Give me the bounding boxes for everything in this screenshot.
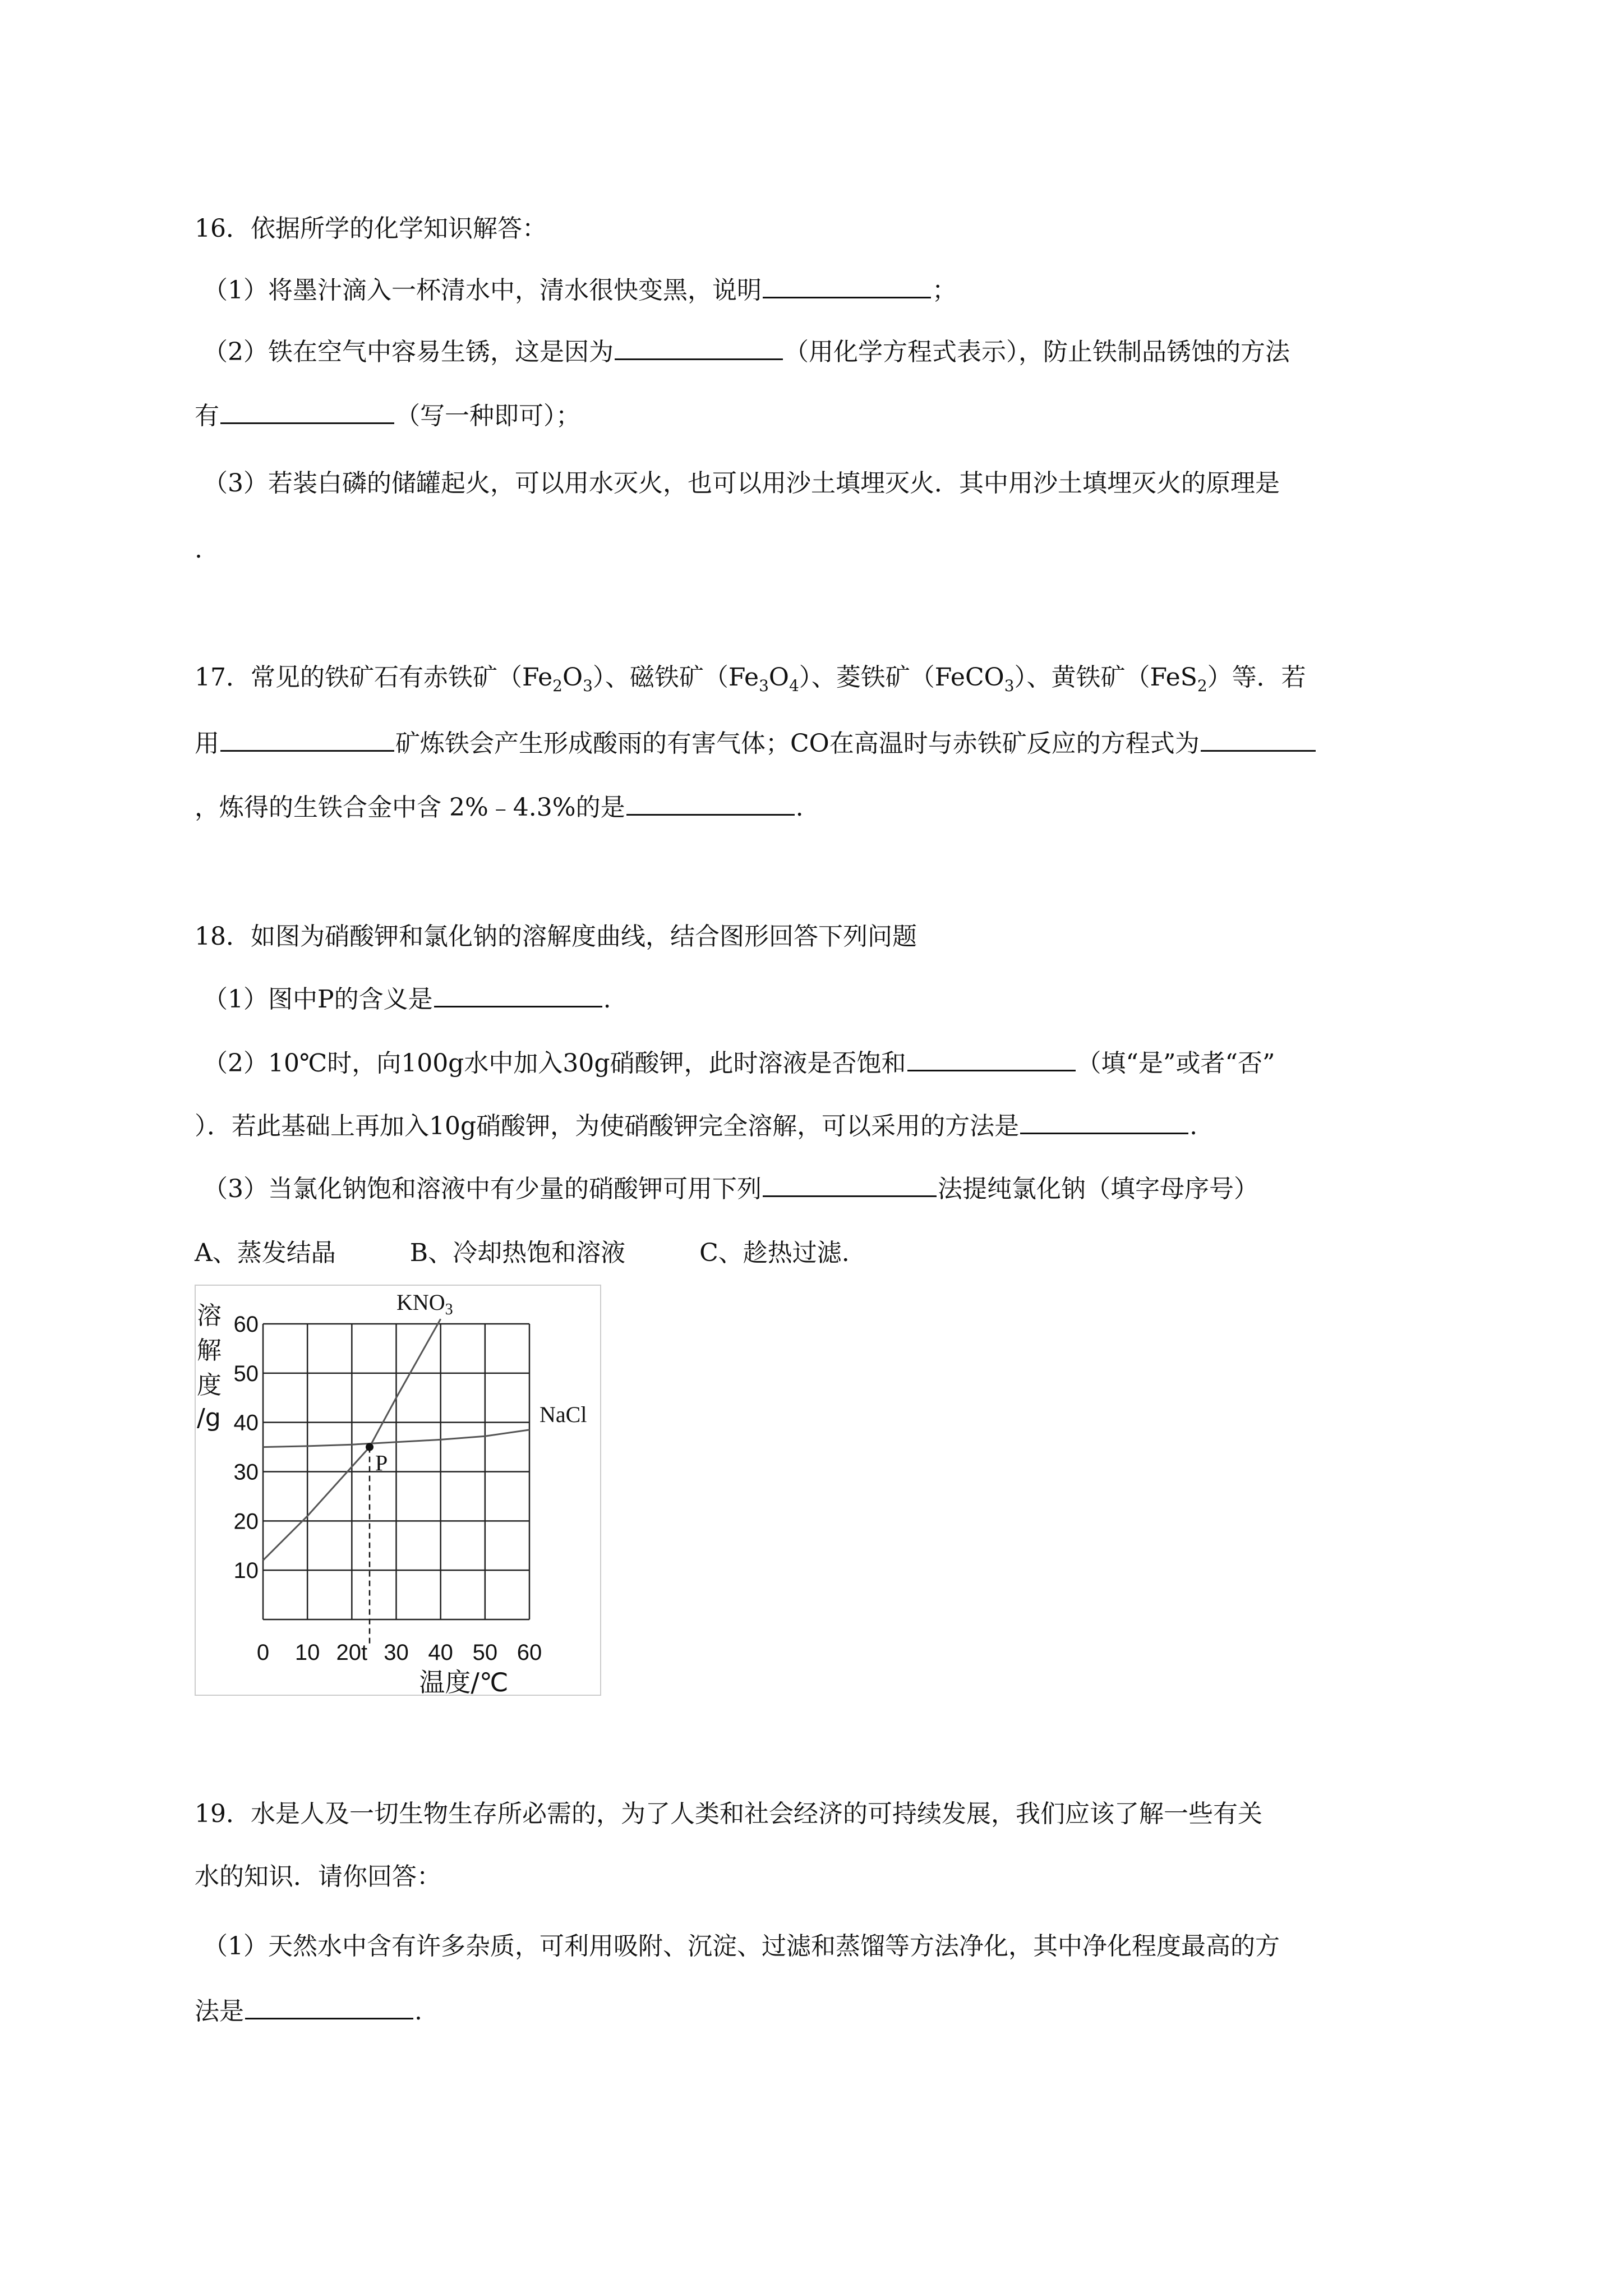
q18-text: （填“是”或者“否” (1076, 1049, 1275, 1078)
answer-blank[interactable] (1201, 749, 1316, 752)
solubility-chart (195, 1285, 601, 1696)
q16-part3: （3）若装白磷的储罐起火，可以用水灭火，也可以用沙土填埋灭火．其中用沙土填埋灭火的原理是 (203, 469, 1280, 498)
q19-part1-cont (195, 1995, 422, 2028)
q18-text: （1）图中P的含义是 (203, 985, 433, 1014)
y-axis-label: 度 (197, 1371, 222, 1400)
q16-part2-cont (195, 399, 580, 433)
q18-text: ）．若此基础上再加入10g硝酸钾，为使硝酸钾完全溶解，可以采用的方法是 (195, 1112, 1020, 1140)
q17-text: O (562, 663, 583, 692)
q18-text: 法提纯氯化钠（填字母序号） (938, 1175, 1258, 1203)
y-tick-label: 20 (233, 1509, 259, 1534)
q17-line2 (195, 727, 1317, 761)
q17-text: ，炼得的生铁合金中含 2%﹣4.3%的是 (195, 793, 625, 822)
answer-blank[interactable] (220, 422, 394, 424)
answer-blank[interactable] (626, 813, 795, 816)
chart-frame (195, 1285, 601, 1695)
q17-text: . (795, 793, 804, 822)
q16-part1-text: （1）将墨汁滴入一杯清水中，清水很快变黑，说明 (203, 276, 762, 305)
q19-text: . (414, 1997, 422, 2026)
q16-part1 (203, 274, 957, 307)
q17-text: ）等．若 (1207, 663, 1306, 692)
x-axis-label: 温度/℃ (419, 1667, 509, 1696)
point-p-label: P (375, 1450, 388, 1476)
q19-part1: （1）天然水中含有许多杂质，可利用吸附、沉淀、过滤和蒸馏等方法净化，其中净化程度最高的方 (203, 1932, 1280, 1961)
q17-text: ）、磁铁矿（Fe (592, 663, 759, 692)
x-tick-label: 60 (517, 1640, 542, 1665)
x-tick-label: 20t (336, 1640, 368, 1665)
q18-text: . (1189, 1112, 1198, 1140)
q17-text: 用 (195, 729, 219, 758)
point-p (366, 1443, 374, 1451)
q16-part3-end: . (195, 535, 202, 564)
q19-line1: 19．水是人及一切生物生存所必需的，为了人类和社会经济的可持续发展，我们应该了解一些有关 (195, 1800, 1262, 1828)
answer-blank[interactable] (763, 1195, 937, 1197)
q16-part2-text3: 有 (195, 402, 219, 430)
q17-text: ）、黄铁矿（FeS (1014, 663, 1197, 692)
x-tick-label: 30 (384, 1640, 409, 1665)
answer-blank[interactable] (434, 1005, 602, 1007)
q18-text: （2）10℃时，向100g水中加入30g硝酸钾，此时溶液是否饱和 (203, 1049, 906, 1078)
q17-text: 17．常见的铁矿石有赤铁矿（Fe (195, 663, 553, 692)
x-tick-label: 50 (472, 1640, 498, 1665)
subscript: 3 (445, 1301, 453, 1318)
q17-text: O (768, 663, 789, 692)
q17-text: ）、菱铁矿（FeCO (799, 663, 1004, 692)
q18-text: （3）当氯化钠饱和溶液中有少量的硝酸钾可用下列 (203, 1175, 762, 1203)
q17-line1 (195, 661, 1306, 703)
q17-text: 矿炼铁会产生形成酸雨的有害气体；CO在高温时与赤铁矿反应的方程式为 (395, 729, 1200, 758)
q18-part2-cont (195, 1110, 1197, 1143)
q16-part2-text: （2）铁在空气中容易生锈，这是因为 (203, 338, 614, 366)
q16-part1-end: ； (932, 276, 957, 305)
answer-blank[interactable] (615, 358, 783, 360)
y-axis-label: /g (197, 1404, 221, 1432)
q19-text: 法是 (195, 1997, 244, 2026)
answer-blank[interactable] (907, 1069, 1076, 1071)
y-axis-label: 溶 (197, 1301, 222, 1330)
subscript: 4 (789, 676, 799, 695)
q16-part2 (203, 335, 1290, 369)
q18-options: A、蒸发结晶 B、冷却热饱和溶液 C、趁热过滤. (195, 1239, 850, 1267)
x-tick-label: 40 (428, 1640, 453, 1665)
q18-text: . (603, 985, 611, 1014)
q16-part2-text2: （用化学方程式表示），防止铁制品锈蚀的方法 (784, 338, 1290, 366)
answer-blank[interactable] (220, 749, 394, 752)
y-axis-label: 解 (197, 1336, 222, 1365)
answer-blank[interactable] (245, 2017, 413, 2019)
x-tick-label: 0 (256, 1640, 270, 1665)
subscript: 2 (552, 676, 562, 695)
y-tick-label: 10 (233, 1558, 259, 1584)
series-label-nacl: NaCl (540, 1402, 587, 1427)
y-tick-label: 30 (233, 1460, 259, 1485)
q18-part1 (203, 983, 611, 1016)
y-tick-label: 40 (233, 1410, 259, 1435)
subscript: 3 (1004, 676, 1015, 695)
q19-line2: 水的知识．请你回答： (195, 1862, 441, 1891)
q16-title: 16．依据所学的化学知识解答： (195, 214, 547, 243)
q17-line3 (195, 791, 804, 825)
y-tick-label: 50 (233, 1361, 259, 1386)
subscript: 3 (583, 676, 593, 695)
q18-title: 18．如图为硝酸钾和氯化钠的溶解度曲线，结合图形回答下列问题 (195, 922, 917, 951)
q16-part2-end: （写一种即可）； (395, 402, 580, 430)
q18-part2 (203, 1047, 1275, 1080)
series-label-kno3: $KNO_3$ (396, 1290, 453, 1318)
answer-blank[interactable] (1020, 1132, 1188, 1134)
q18-part3 (203, 1172, 1258, 1206)
subscript: 2 (1197, 676, 1207, 695)
x-tick-label: 10 (294, 1640, 320, 1665)
answer-blank[interactable] (763, 296, 931, 298)
subscript: 3 (759, 676, 769, 695)
y-tick-label: 60 (233, 1312, 259, 1337)
